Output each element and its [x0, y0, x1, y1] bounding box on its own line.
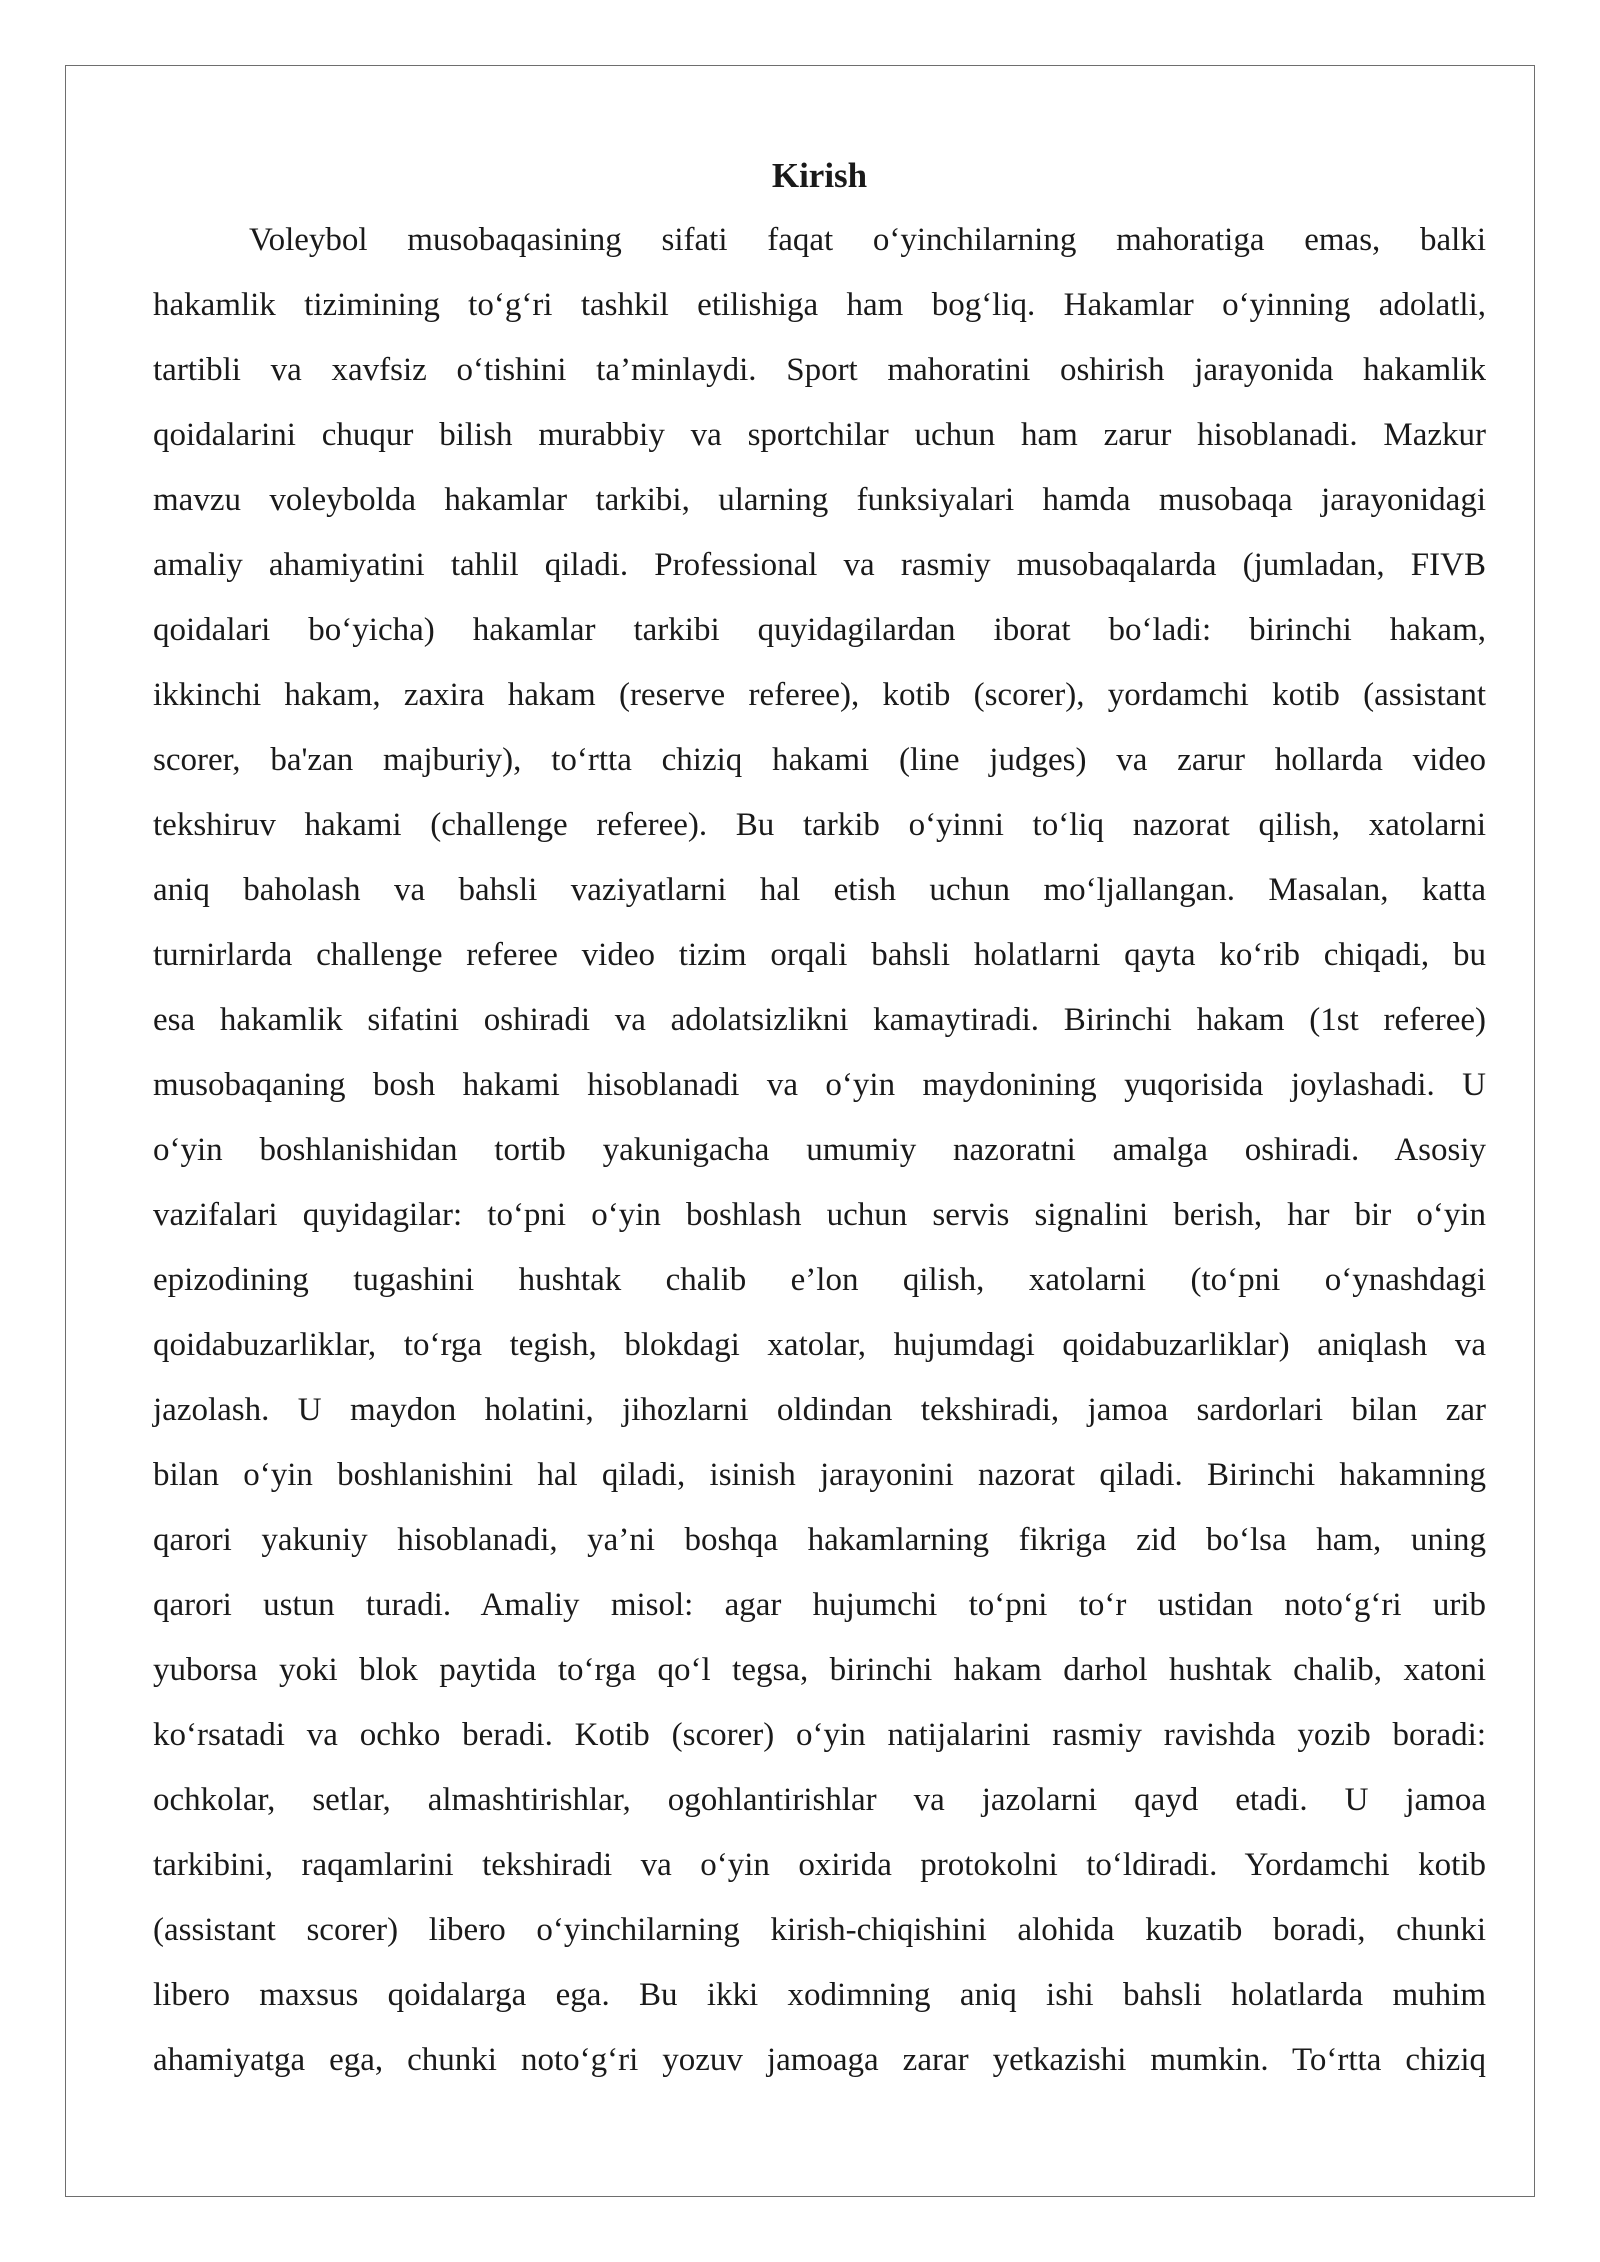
- text-line: qoidabuzarliklar, to‘rga tegish, blokdagi xatolar, hujumdagi qoidabuzarliklar) aniqlash va: [153, 1327, 1486, 1363]
- text-line: qoidalarini chuqur bilish murabbiy va sportchilar uchun ham zarur hisoblanadi. Mazkur: [153, 417, 1486, 453]
- text-line: tekshiruv hakami (challenge referee). Bu tarkib o‘yinni to‘liq nazorat qilish, xatolarni: [153, 807, 1486, 843]
- document-title: Kirish: [771, 156, 868, 195]
- text-line: scorer, ba'zan majburiy), to‘rtta chiziq hakami (line judges) va zarur hollarda video: [153, 742, 1486, 778]
- text-line: ochkolar, setlar, almashtirishlar, ogohlantirishlar va jazolarni qayd etadi. U jamoa: [153, 1782, 1486, 1818]
- text-line: libero maxsus qoidalarga ega. Bu ikki xodimning aniq ishi bahsli holatlarda muhim: [153, 1977, 1486, 2013]
- text-line: esa hakamlik sifatini oshiradi va adolatsizlikni kamaytiradi. Birinchi hakam (1st referee): [153, 1002, 1486, 1038]
- text-line: hakamlik tizimining to‘g‘ri tashkil etilishiga ham bog‘liq. Hakamlar o‘yinning adolatli,: [153, 287, 1486, 323]
- text-line: ahamiyatga ega, chunki noto‘g‘ri yozuv jamoaga zarar yetkazishi mumkin. To‘rtta chiziq: [153, 2042, 1486, 2078]
- text-line: jazolash. U maydon holatini, jihozlarni oldindan tekshiradi, jamoa sardorlari bilan zar: [153, 1392, 1486, 1428]
- text-line: aniq baholash va bahsli vaziyatlarni hal etish uchun mo‘ljallangan. Masalan, katta: [153, 872, 1486, 908]
- text-line: amaliy ahamiyatini tahlil qiladi. Professional va rasmiy musobaqalarda (jumladan, FIVB: [153, 547, 1486, 583]
- text-line: turnirlarda challenge referee video tizim orqali bahsli holatlarni qayta ko‘rib chiqadi, bu: [153, 937, 1486, 973]
- text-line: ikkinchi hakam, zaxira hakam (reserve referee), kotib (scorer), yordamchi kotib (assistant: [153, 677, 1486, 713]
- text-line: musobaqaning bosh hakami hisoblanadi va o‘yin maydonining yuqorisida joylashadi. U: [153, 1067, 1486, 1103]
- body-paragraph: [153, 208, 1486, 2093]
- text-line: epizodining tugashini hushtak chalib e’lon qilish, xatolarni (to‘pni o‘ynashdagi: [153, 1262, 1486, 1298]
- text-line: vazifalari quyidagilar: to‘pni o‘yin boshlash uchun servis signalini berish, har bir o‘yin: [153, 1197, 1486, 1233]
- text-line: tartibli va xavfsiz o‘tishini ta’minlaydi. Sport mahoratini oshirish jarayonida hakamlik: [153, 352, 1486, 388]
- text-line: bilan o‘yin boshlanishini hal qiladi, isinish jarayonini nazorat qiladi. Birinchi hakamning: [153, 1457, 1486, 1493]
- text-line: o‘yin boshlanishidan tortib yakunigacha umumiy nazoratni amalga oshiradi. Asosiy: [153, 1132, 1486, 1168]
- text-line: (assistant scorer) libero o‘yinchilarning kirish-chiqishini alohida kuzatib boradi, chunki: [153, 1912, 1486, 1948]
- text-line: yuborsa yoki blok paytida to‘rga qo‘l tegsa, birinchi hakam darhol hushtak chalib, xatoni: [153, 1652, 1486, 1688]
- document-content: [153, 144, 1486, 2093]
- text-line: qoidalari bo‘yicha) hakamlar tarkibi quyidagilardan iborat bo‘ladi: birinchi hakam,: [153, 612, 1486, 648]
- text-line: qarori yakuniy hisoblanadi, ya’ni boshqa hakamlarning fikriga zid bo‘lsa ham, uning: [153, 1522, 1486, 1558]
- text-line: Voleybol musobaqasining sifati faqat o‘yinchilarning mahoratiga emas, balki: [249, 222, 1486, 258]
- text-line: tarkibini, raqamlarini tekshiradi va o‘yin oxirida protokolni to‘ldiradi. Yordamchi kotib: [153, 1847, 1486, 1883]
- text-line: mavzu voleybolda hakamlar tarkibi, ularning funksiyalari hamda musobaqa jarayonidagi: [153, 482, 1486, 518]
- text-line: ko‘rsatadi va ochko beradi. Kotib (scorer) o‘yin natijalarini rasmiy ravishda yozib boradi:: [153, 1717, 1486, 1753]
- text-line: qarori ustun turadi. Amaliy misol: agar hujumchi to‘pni to‘r ustidan noto‘g‘ri urib: [153, 1587, 1486, 1623]
